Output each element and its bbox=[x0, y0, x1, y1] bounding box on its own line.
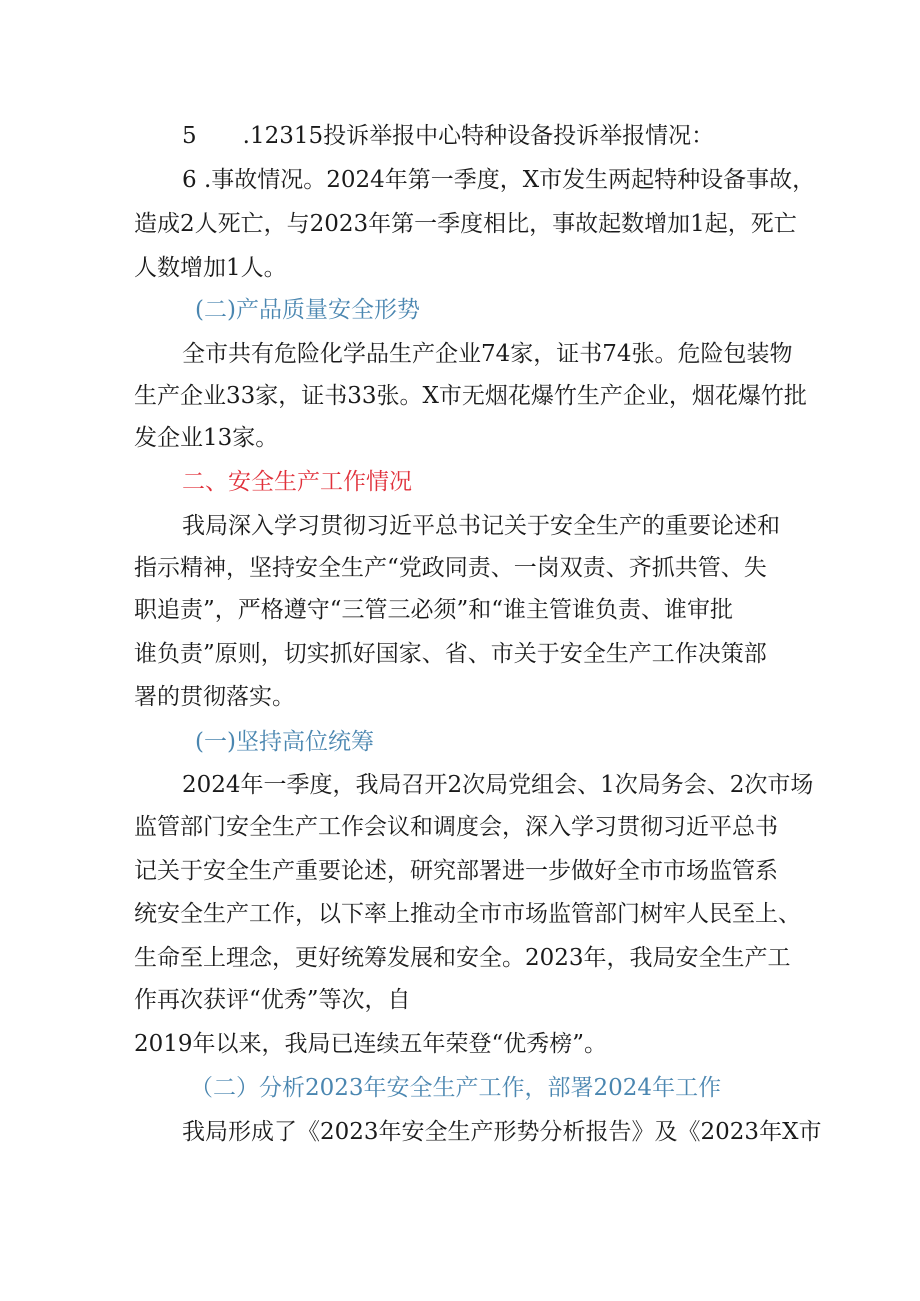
item-6-line-1: 6 .事故情况。2024年第一季度，X市发生两起特种设备事故， bbox=[182, 167, 816, 193]
item-6-line-2: 造成2人死亡，与2023年第一季度相比，事故起数增加1起，死亡 bbox=[134, 211, 797, 237]
section-2-1-line-2: 监管部门安全生产工作会议和调度会，深入学习贯彻习近平总书 bbox=[134, 814, 778, 840]
section-2-line-4: 谁负责”原则，切实抓好国家、省、市关于安全生产工作决策部 bbox=[134, 641, 767, 667]
section-2-1-heading: (一)坚持高位统筹 bbox=[195, 729, 374, 755]
section-2-1-line-4: 统安全生产工作，以下率上推动全市市场监管部门树牢人民至上、 bbox=[134, 901, 801, 927]
item-5-text: .12315投诉举报中心特种设备投诉举报情况： bbox=[242, 123, 715, 149]
product-quality-line-1: 全市共有危险化学品生产企业74家，证书74张。危险包装物 bbox=[182, 341, 793, 367]
section-2-line-3: 职追责”，严格遵守“三管三必须”和“谁主管谁负责、谁审批 bbox=[134, 597, 734, 623]
section-2-2-heading: （二）分析2023年安全生产工作，部署2024年工作 bbox=[190, 1075, 722, 1101]
item-6-line-3: 人数增加1人。 bbox=[134, 255, 287, 281]
item-5-line bbox=[182, 121, 714, 151]
section-2-1-line-1: 2024年一季度，我局召开2次局党组会、1次局务会、2次市场 bbox=[182, 772, 814, 798]
section-2-line-2: 指示精神，坚持安全生产“党政同责、一岗双责、齐抓共管、失 bbox=[134, 555, 767, 581]
section-2-line-5: 署的贯彻落实。 bbox=[134, 684, 295, 710]
product-quality-heading: (二)产品质量安全形势 bbox=[195, 297, 420, 323]
section-2-line-1: 我局深入学习贯彻习近平总书记关于安全生产的重要论述和 bbox=[182, 513, 780, 539]
section-2-1-line-3: 记关于安全生产重要论述，研究部署进一步做好全市市场监管系 bbox=[134, 858, 778, 884]
section-2-1-line-7: 2019年以来，我局已连续五年荣登“优秀榜”。 bbox=[134, 1031, 608, 1057]
section-2-heading: 二、安全生产工作情况 bbox=[182, 469, 412, 495]
item-5-number: 5 bbox=[182, 123, 197, 149]
product-quality-line-3: 发企业13家。 bbox=[134, 425, 279, 451]
section-2-1-line-5: 生命至上理念，更好统筹发展和安全。2023年，我局安全生产工 bbox=[134, 945, 791, 971]
section-2-1-line-6: 作再次获评“优秀”等次，自 bbox=[134, 987, 411, 1013]
product-quality-line-2: 生产企业33家，证书33张。X市无烟花爆竹生产企业，烟花爆竹批 bbox=[134, 383, 807, 409]
section-2-2-line-1: 我局形成了《2023年安全生产形势分析报告》及《2023年X市 bbox=[182, 1119, 822, 1145]
